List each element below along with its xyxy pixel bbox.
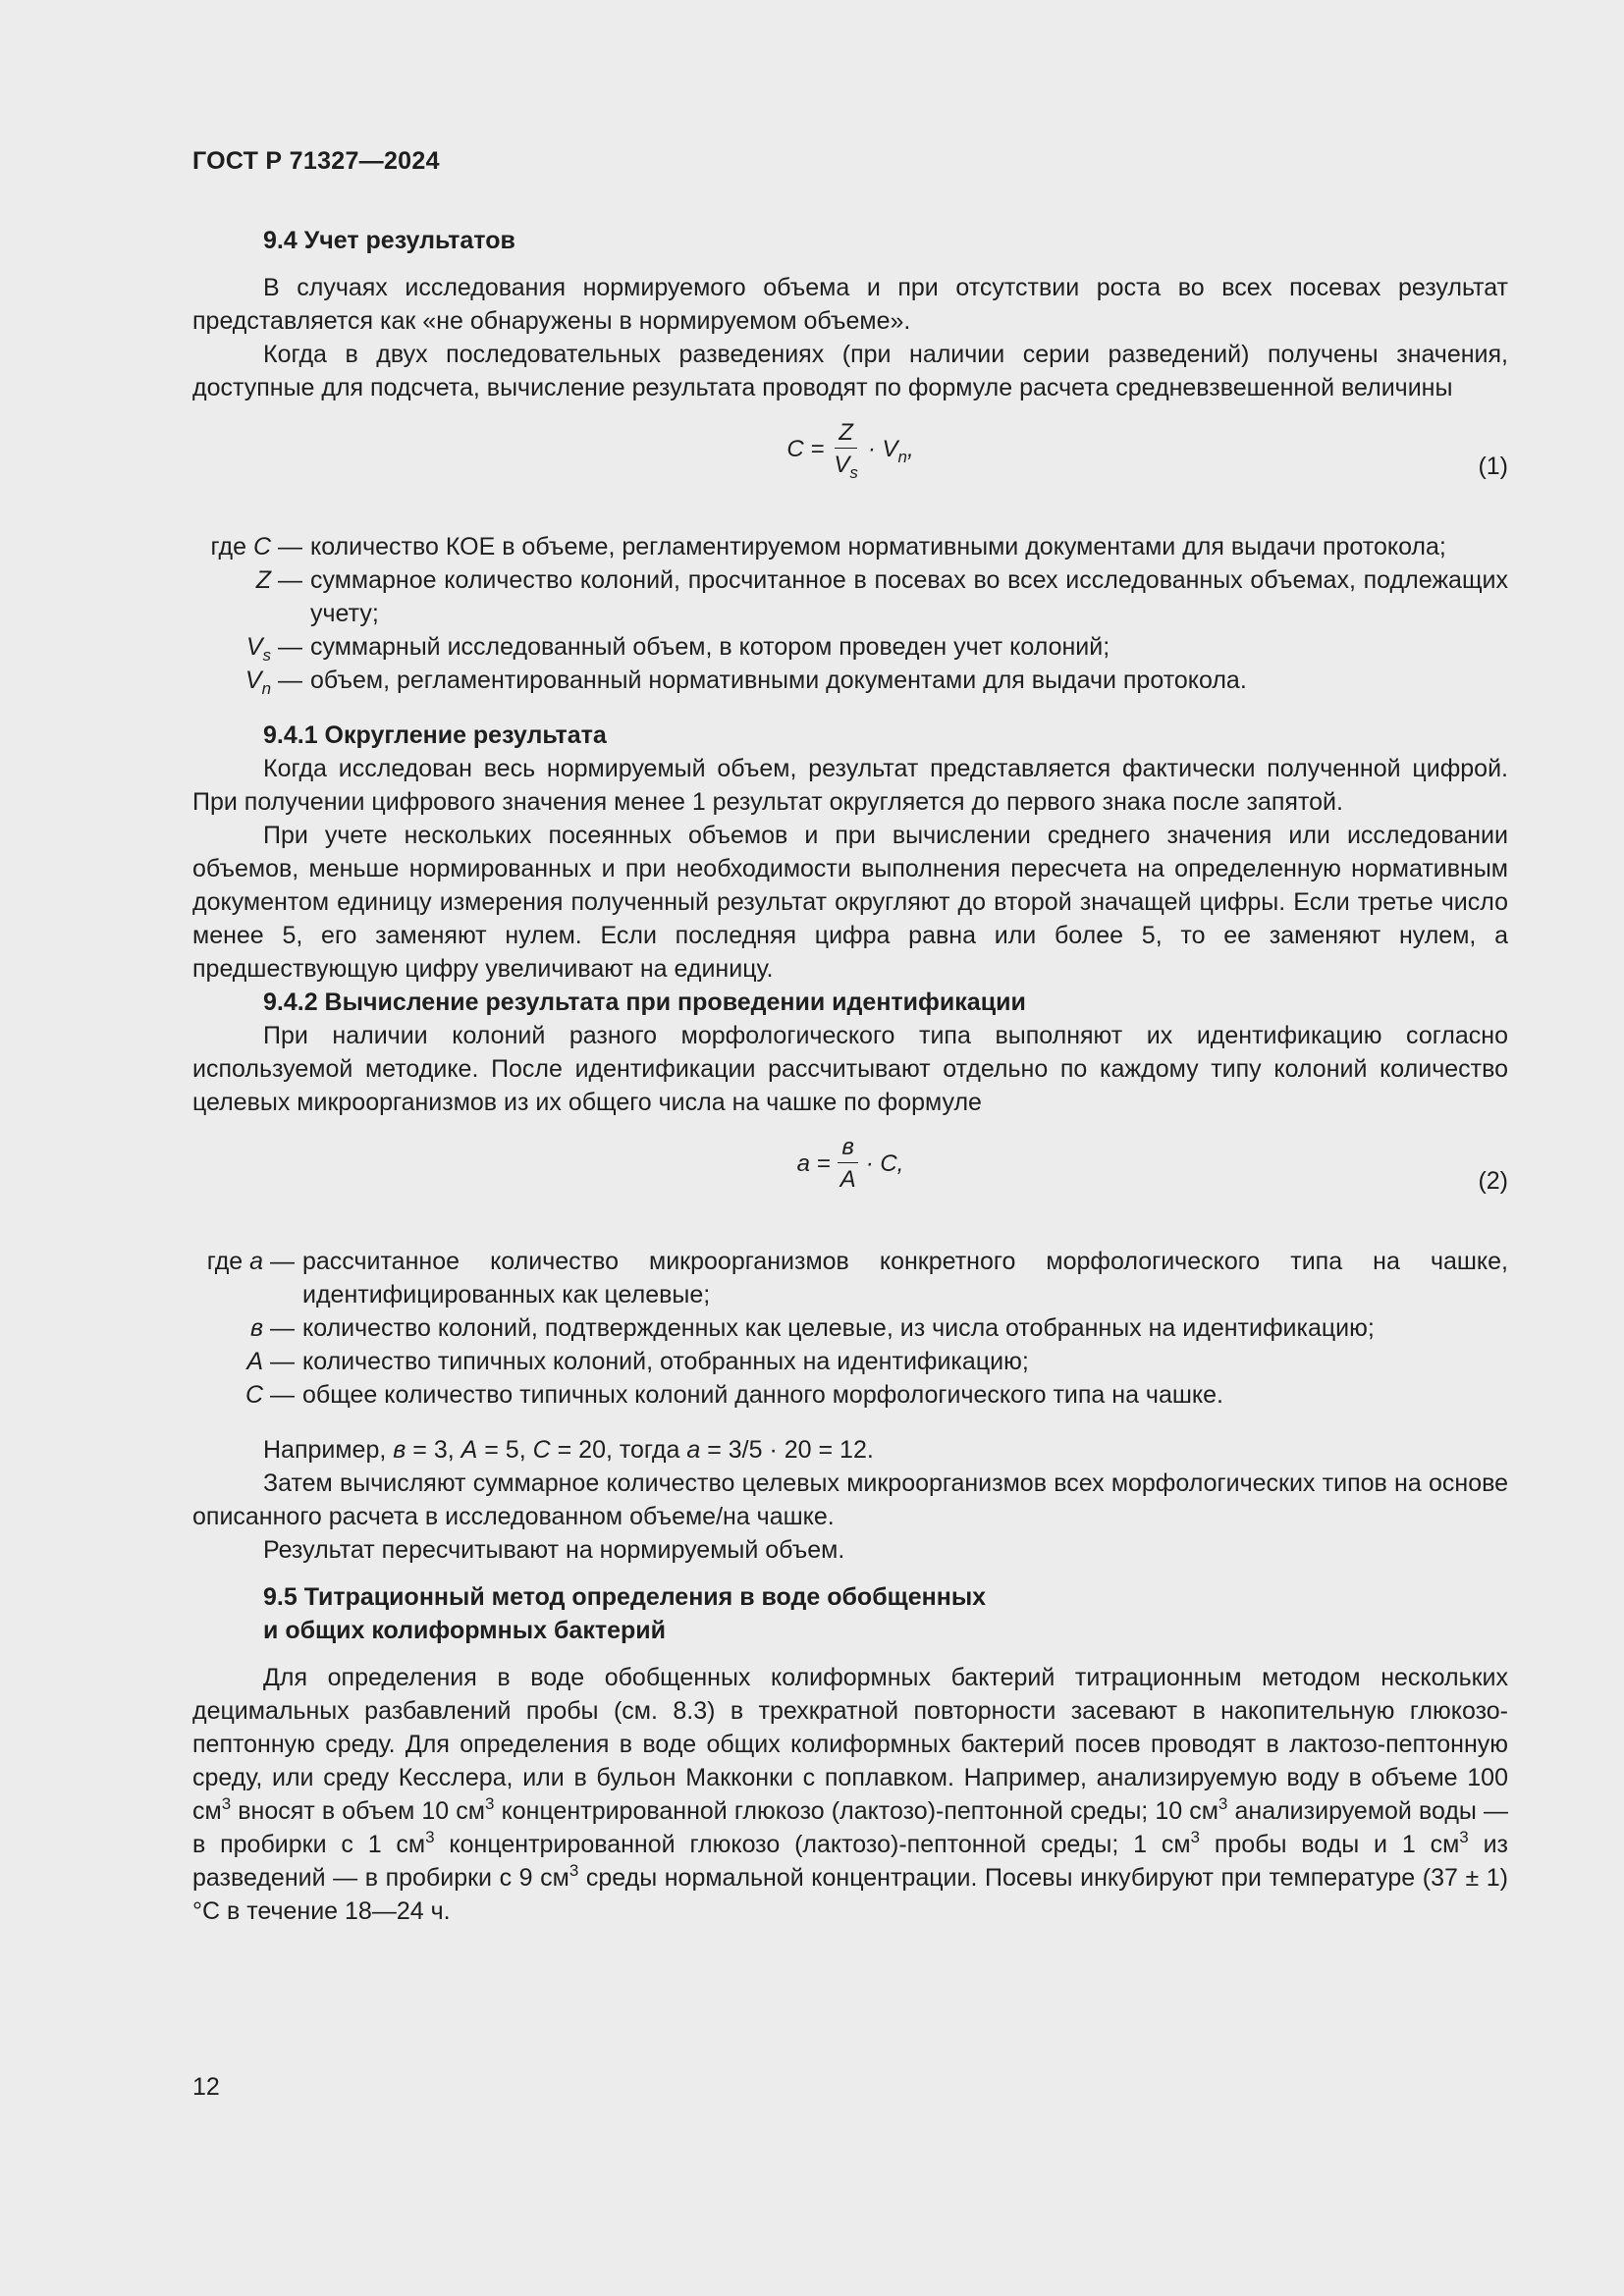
section-9-4-title: 9.4 Учет результатов [263,227,515,254]
legend-key: $V_s$ — [245,633,302,665]
legend-key: $V_n$ — [244,667,302,698]
legend-key: где C — [210,533,302,561]
formula-2-legend [192,1245,1508,1412]
legend-definition: рассчитанное количество микроорганизмов конкретного морфологического типа на чашке, идентифицированных как целевые; [302,1248,1508,1308]
legend-key: C — [244,1381,295,1409]
section-9-4-2-title: 9.4.2 Вычисление результата при проведении идентификации [263,988,1026,1016]
legend-definition: объем, регламентированный нормативными документами для выдачи протокола. [310,667,1247,694]
legend-definition: суммарное количество колоний, просчитанное в посевах во всех исследованных объемах, подлежащих учету; [310,566,1508,627]
legend-definition: количество типичных колоний, отобранных на идентификацию; [302,1348,1029,1375]
section-9-4-1-title: 9.4.1 Округление результата [263,721,607,749]
formula-2-numerator: в [838,1133,858,1163]
legend-key: где a — [206,1248,295,1275]
formula-1-number: (1) [1478,453,1508,480]
legend-definition: общее количество типичных колоний данного морфологического типа на чашке. [302,1381,1223,1409]
formula-2-fraction [837,1133,860,1195]
document-header: ГОСТ Р 71327—2024 [192,147,440,175]
formula-2-lhs: a = [796,1149,831,1177]
legend-key: Z — [255,566,302,594]
section-9-4-paragraph-2: Когда в двух последовательных разведениях (при наличии серии разведений) получены значения, доступные для подсчета, вычисление результата проводят по формуле расчета средневзвешенной величины [192,341,1508,401]
page-number: 12 [192,2073,220,2101]
formula-1-lhs: C = [786,435,825,462]
formula-1-legend [192,530,1508,697]
formula-2 [192,1133,1508,1231]
legend-key: в — [249,1314,295,1342]
section-9-4-paragraph-1: В случаях исследования нормируемого объема и при отсутствии роста во всех посевах результат представляется как «не обнаружены в нормируемом объеме». [192,274,1508,335]
formula-1-denominator: $V_s$ [834,452,858,482]
formula-1-numerator: Z [835,418,857,449]
example-paragraph-2: Затем вычисляют суммарное количество целевых микроорганизмов всех морфологических типов на основе описанного расчета в исследованном объеме/на чашке. [192,1469,1508,1530]
formula-2-denominator: A [839,1166,856,1193]
document-page [192,0,1508,2296]
formula-2-number: (2) [1478,1167,1508,1195]
formula-1 [192,418,1508,516]
legend-definition: количество колоний, подтвержденных как целевые, из числа отобранных на идентификацию; [302,1314,1375,1342]
section-9-4-1-paragraph-1: Когда исследован весь нормируемый объем, результат представляется фактически полученной цифрой. При получении цифрового значения менее 1 результат округляется до первого знака после запятой. [192,755,1508,816]
formula-1-fraction [830,418,862,480]
example-paragraph: Например, в = 3, A = 5, C = 20, тогда a = 3/5 · 20 = 12. [263,1436,874,1464]
example-paragraph-3: Результат пересчитывают на нормируемый объем. [263,1536,845,1564]
formula-2-rhs: · C, [865,1149,904,1177]
page-content [192,224,1508,1928]
legend-definition: количество КОЕ в объеме, регламентируемом нормативными документами для выдачи протокола; [310,533,1446,561]
section-9-4-2-paragraph-1: При наличии колоний разного морфологического типа выполняют их идентификацию согласно используемой методике. После идентификации рассчитывают отдельно по каждому типу колоний количество целевых микроорганизмов из их общего числа на чашке по формуле [192,1022,1508,1116]
section-9-4-1-paragraph-2: При учете нескольких посеянных объемов и при вычислении среднего значения или исследовании объемов, меньше нормированных и при необходимости выполнения пересчета на определенную нормативным документом единицу измерения полученный результат округляют до второй значащей цифры. Если третье число менее 5, его заменяют нулем. Если последняя цифра равна или более 5, то ее заменяют нулем, а предшествующую цифру увеличивают на единицу. [192,822,1508,983]
formula-1-rhs: · $V_n$, [867,435,914,466]
legend-definition: суммарный исследованный объем, в котором проведен учет колоний; [310,633,1110,661]
section-9-5-title: 9.5 Титрационный метод определения в воде обобщенных и общих колиформных бактерий [263,1583,987,1644]
section-9-5-paragraph: Для определения в воде обобщенных колиформных бактерий титрационным методом нескольких децимальных разбавлений пробы (см. 8.3) в трехкратной повторности засевают в накопительную глюкозо-пептонную среду. Для определения в воде общих колиформных бактерий посев проводят в лактозо-пептонную среду, или среду Кесслера, или в бульон Макконки с поплавком. Например, анализируемую воду в объеме 100 $см^3$ вносят в объем 10 $см^3$ концентрированной глюкозо (лактозо)-пептонной среды; 10 $см^3$ анализируемой воды — в пробирки с 1 $см^3$ концентрированной глюкозо (лактозо)-пептонной среды; 1 $см^3$ пробы воды и 1 $см^3$ из разведений — в пробирки с 9 $см^3$ среды нормальной концентрации. Посевы инкубируют при температуре (37 ± 1) °С в течение 18—24 ч. [192,1664,1508,1925]
legend-key: A — [246,1348,295,1375]
